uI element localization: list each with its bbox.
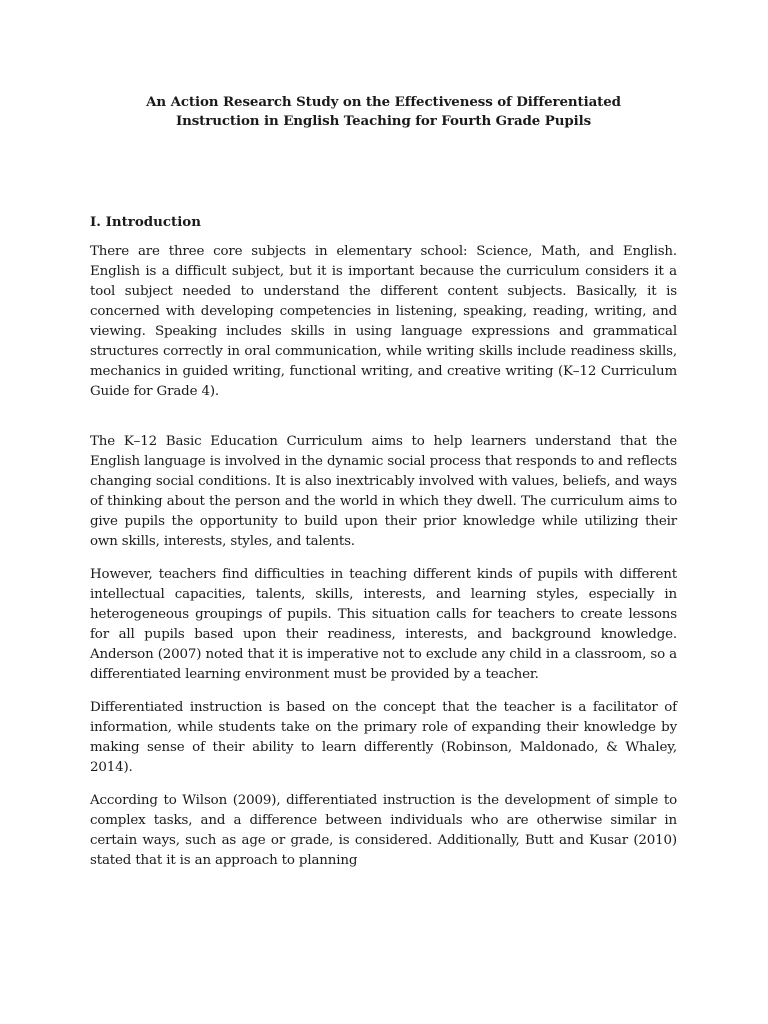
paragraph: However, teachers find difficulties in teaching different kinds of pupils with different intellectual capacities, talents, skills, interests, and learning styles, especially in heterogeneous groupings of pupils. This situation calls for teachers to create lessons for all pupils based upon their readiness, interests, and background knowledge. Anderson (2007) noted that it is imperative not to exclude any child in a classroom, so a differentiated learning environment must be provided by a teacher. (90, 567, 677, 682)
document-title-line-2: Instruction in English Teaching for Fourth Grade Pupils (175, 113, 592, 129)
document-title-line-1: An Action Research Study on the Effectiveness of Differentiated (146, 94, 621, 110)
paragraph: According to Wilson (2009), differentiated instruction is the development of simple to complex tasks, and a difference between individuals who are otherwise similar in certain ways, such as age or grade, is considered. Additionally, Butt and Kusar (2010) stated that it is an approach to planning (90, 793, 677, 868)
section-heading-introduction: I. Introduction (90, 214, 201, 230)
document-title (90, 93, 677, 131)
paragraph: The K–12 Basic Education Curriculum aims to help learners understand that the English language is involved in the dynamic social process that responds to and reflects changing social conditions. It is also inextricably involved with values, beliefs, and ways of thinking about the person and the world in which they dwell. The curriculum aims to give pupils the opportunity to build upon their prior knowledge while utilizing their own skills, interests, styles, and talents. (90, 434, 677, 549)
paragraph: Differentiated instruction is based on the concept that the teacher is a facilitator of information, while students take on the primary role of expanding their knowledge by making sense of their ability to learn differently (Robinson, Maldonado, & Whaley, 2014). (90, 700, 677, 775)
document-page (90, 93, 677, 871)
paragraph: There are three core subjects in elementary school: Science, Math, and English. English is a difficult subject, but it is important because the curriculum considers it a tool subject needed to understand the different content subjects. Basically, it is concerned with developing competencies in listening, speaking, reading, writing, and viewing. Speaking includes skills in using language expressions and grammatical structures correctly in oral communication, while writing skills include readiness skills, mechanics in guided writing, functional writing, and creative writing (K–12 Curriculum Guide for Grade 4). (90, 244, 677, 399)
